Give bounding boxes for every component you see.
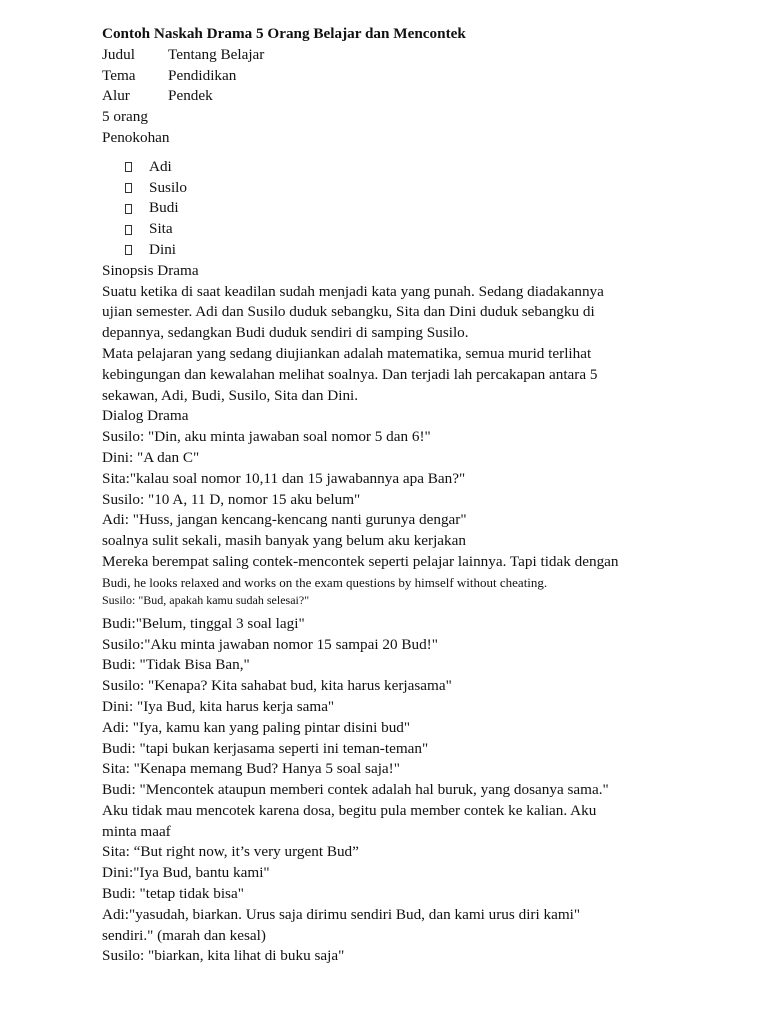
- dialog-line: minta maaf: [102, 822, 171, 840]
- dialog-line: Adi: "Huss, jangan kencang-kencang nanti gurunya dengar": [102, 511, 467, 529]
- dialog-line: Susilo:"Aku minta jawaban nomor 15 sampai 20 Bud!": [102, 635, 438, 653]
- synopsis-line: Mata pelajaran yang sedang diujiankan adalah matematika, semua murid terlihat: [102, 344, 592, 362]
- meta-key: Judul: [102, 45, 135, 63]
- dialog-line: Sita: “But right now, it’s very urgent Bud”: [102, 843, 359, 861]
- cast-list: [102, 157, 742, 261]
- dialog-heading: Dialog Drama: [102, 407, 189, 425]
- dialog-line: Aku tidak mau mencotek karena dosa, begitu pula member contek ke kalian. Aku: [102, 801, 597, 819]
- cast-name: Budi: [149, 199, 179, 217]
- cast-item: [102, 240, 742, 261]
- synopsis-line: sekawan, Adi, Budi, Susilo, Sita dan Dini.: [102, 386, 359, 404]
- dialog-line: Mereka berempat saling contek-mencontek seperti pelajar lainnya. Tapi tidak dengan: [102, 552, 619, 570]
- dialog-line: Sita: "Kenapa memang Bud? Hanya 5 soal saja!": [102, 760, 400, 778]
- synopsis-line: Suatu ketika di saat keadilan sudah menjadi kata yang punah. Sedang diadakannya: [102, 282, 604, 300]
- cast-heading: Penokohan: [102, 128, 170, 146]
- bullet-box-icon: [125, 183, 132, 193]
- meta-value: Pendidikan: [168, 66, 237, 84]
- cast-item: [102, 178, 742, 199]
- bullet-box-icon: [125, 204, 132, 214]
- dialog-line: Dini: "Iya Bud, kita harus kerja sama": [102, 697, 335, 715]
- dialog-line: Sita:"kalau soal nomor 10,11 dan 15 jawabannya apa Ban?": [102, 469, 466, 487]
- cast-name: Sita: [149, 220, 173, 238]
- dialog-line-small: Budi, he looks relaxed and works on the exam questions by himself without cheating.: [102, 574, 548, 590]
- meta-value: Pendek: [168, 87, 213, 105]
- dialog-line: Susilo: "Din, aku minta jawaban soal nomor 5 dan 6!": [102, 428, 431, 446]
- meta-key: Alur: [102, 87, 130, 105]
- cast-name: Dini: [149, 240, 177, 258]
- cast-name: Susilo: [149, 178, 187, 196]
- dialog-line: Budi: "Mencontek ataupun memberi contek adalah hal buruk, yang dosanya sama.": [102, 781, 609, 799]
- dialog-line: Susilo: "Kenapa? Kita sahabat bud, kita harus kerjasama": [102, 677, 452, 695]
- synopsis-line: ujian semester. Adi dan Susilo duduk sebangku, Sita dan Dini duduk sebangku di: [102, 303, 595, 321]
- bullet-box-icon: [125, 245, 132, 255]
- meta-tema: [102, 66, 742, 87]
- dialog-line: soalnya sulit sekali, masih banyak yang belum aku kerjakan: [102, 532, 466, 550]
- meta-value: Tentang Belajar: [168, 45, 265, 63]
- synopsis-line: kebingungan dan kewalahan melihat soalnya. Dan terjadi lah percakapan antara 5: [102, 365, 598, 383]
- meta-alur: [102, 86, 742, 107]
- cast-item: [102, 219, 742, 240]
- document-page: [102, 24, 742, 967]
- dialog-line-small: Susilo: "Bud, apakah kamu sudah selesai?": [102, 592, 310, 607]
- dialog-line: Budi: "tapi bukan kerjasama seperti ini teman-teman": [102, 739, 429, 757]
- cast-name: Adi: [149, 157, 172, 175]
- dialog-line: sendiri." (marah dan kesal): [102, 926, 266, 944]
- meta-judul: [102, 45, 742, 66]
- cast-item: [102, 157, 742, 178]
- synopsis-line: depannya, sedangkan Budi duduk sendiri di samping Susilo.: [102, 324, 469, 342]
- synopsis-body: [102, 282, 742, 407]
- dialog-line: Susilo: "10 A, 11 D, nomor 15 aku belum": [102, 490, 361, 508]
- dialog-line: Budi: "Tidak Bisa Ban,": [102, 656, 250, 674]
- document-title: Contoh Naskah Drama 5 Orang Belajar dan Mencontek: [102, 25, 466, 42]
- dialog-line: Dini: "A dan C": [102, 448, 200, 466]
- dialog-body: [102, 427, 742, 967]
- bullet-box-icon: [125, 162, 132, 172]
- dialog-line: Dini:"Iya Bud, bantu kami": [102, 864, 270, 882]
- bullet-box-icon: [125, 225, 132, 235]
- dialog-line: Susilo: "biarkan, kita lihat di buku saja": [102, 947, 345, 965]
- synopsis-heading: Sinopsis Drama: [102, 261, 199, 279]
- meta-key: Tema: [102, 66, 136, 84]
- dialog-line: Adi: "Iya, kamu kan yang paling pintar disini bud": [102, 718, 411, 736]
- dialog-line: Budi: "tetap tidak bisa": [102, 885, 244, 903]
- dialog-line: Budi:"Belum, tinggal 3 soal lagi": [102, 614, 305, 632]
- people-count: 5 orang: [102, 108, 148, 126]
- dialog-line: Adi:"yasudah, biarkan. Urus saja dirimu sendiri Bud, dan kami urus diri kami": [102, 905, 581, 923]
- cast-item: [102, 198, 742, 219]
